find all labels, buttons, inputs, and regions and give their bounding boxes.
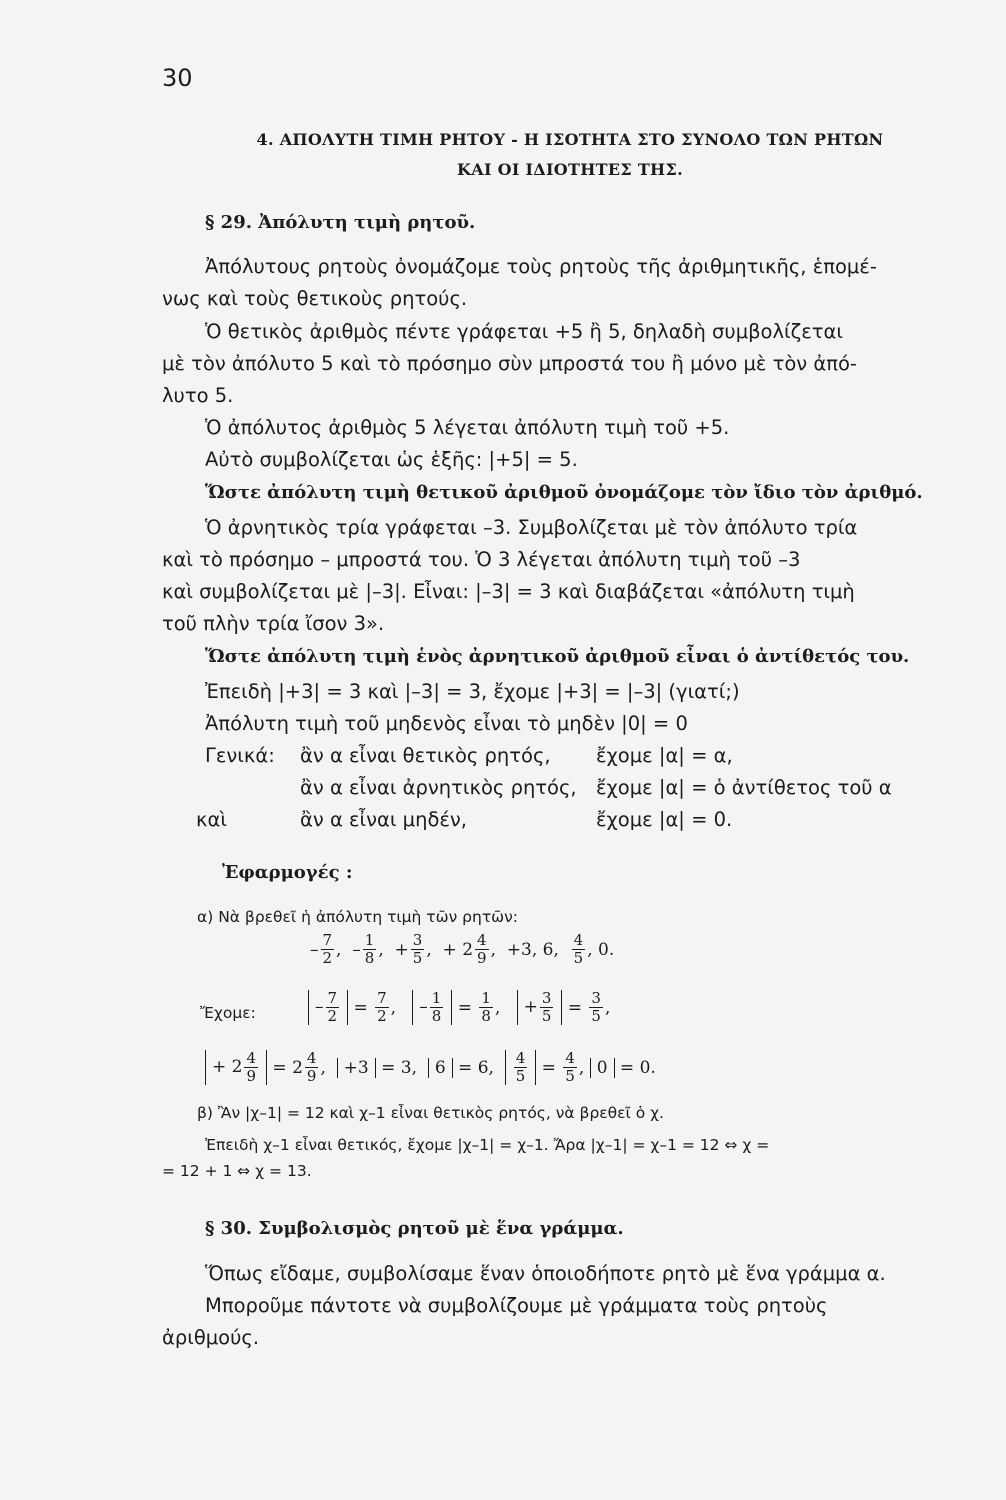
fraction: $\frac{4}{5}$ xyxy=(573,931,584,967)
general-and: καὶ xyxy=(196,808,227,831)
paragraph-line: Ὁ ἀπόλυτος ἀριθμὸς 5 λέγεται ἀπόλυτη τιμὴ τοῦ +5. xyxy=(205,416,730,439)
subsection-29-title: § 29. Ἀπόλυτη τιμὴ ρητοῦ. xyxy=(205,212,476,233)
application-a: α) Νὰ βρεθεῖ ἡ ἀπόλυτη τιμὴ τῶν ρητῶν: xyxy=(197,908,519,926)
general-case: ἂν α εἶναι μηδέν, xyxy=(300,808,468,831)
section-title-line1: 4. ΑΠΟΛΥΤΗ ΤΙΜΗ ΡΗΤΟΥ - Η ΙΣΟΤΗΤΑ ΣΤΟ ΣΥΝΟΛΟ ΤΩΝ ΡΗΤΩΝ xyxy=(256,130,884,149)
section-title-line2: ΚΑΙ ΟΙ ΙΔΙΟΤΗΤΕΣ ΤΗΣ. xyxy=(457,160,683,179)
fraction: $\frac{4}{9}$ xyxy=(477,931,487,967)
general-result: ἔχομε |α| = α, xyxy=(596,744,733,767)
paragraph-line: καὶ συμβολίζεται μὲ |–3|. Εἶναι: |–3| = 3 καὶ διαβάζεται «ἀπόλυτη τιμὴ xyxy=(162,580,855,603)
paragraph-line: λυτο 5. xyxy=(162,384,234,407)
general-label: Γενικά: xyxy=(205,744,275,767)
abs-values-row2: + 2 $\frac{4}{9}$ = 2 $\frac{4}{9}$ , +3 = 3, 6 = 6, $\frac{4}{5}$ = $\frac{4}{5}$ , 0 = 0. xyxy=(205,1050,656,1085)
applications-title: Ἐφαρμογές : xyxy=(222,862,353,883)
paragraph-line: Αὐτὸ συμβολίζεται ὡς ἑξῆς: |+5| = 5. xyxy=(205,448,578,471)
application-b-solution: Ἐπειδὴ χ–1 εἶναι θετικός, ἔχομε |χ–1| = χ–1. Ἄρα |χ–1| = χ–1 = 12 ⇔ χ = xyxy=(205,1136,770,1154)
paragraph-line: ἀριθμούς. xyxy=(162,1326,260,1349)
paragraph-line: τοῦ πλὴν τρία ἴσον 3». xyxy=(162,612,385,635)
abs-values-row1: – $\frac{7}{2}$ = $\frac{7}{2}$ , – $\frac{1}{8}$ = $\frac{1}{8}$ , + $\frac{3}{5}$ = $\frac{3}{5}$ , xyxy=(308,990,610,1025)
paragraph-line: Ἐπειδὴ |+3| = 3 καὶ |–3| = 3, ἔχομε |+3| = |–3| (γιατί;) xyxy=(205,680,740,703)
subsection-30-title: § 30. Συμβολισμὸς ρητοῦ μὲ ἕνα γράμμα. xyxy=(205,1218,624,1239)
rationals-list: – $\frac{7}{2}$ , – $\frac{1}{8}$ , + $\frac{3}{5}$ , + 2 $\frac{4}{9}$ , +3, 6, $\frac{4}{5}$ , 0. xyxy=(310,931,615,967)
fraction: $\frac{1}{8}$ xyxy=(364,931,375,967)
paragraph-line: Ὁ ἀρνητικὸς τρία γράφεται –3. Συμβολίζεται μὲ τὸν ἀπόλυτο τρία xyxy=(205,516,858,539)
general-case: ἂν α εἶναι θετικὸς ρητός, xyxy=(300,744,551,767)
page-number: 30 xyxy=(162,64,193,92)
general-result: ἔχομε |α| = 0. xyxy=(596,808,733,831)
fraction: $\frac{7}{2}$ xyxy=(322,931,333,967)
general-case: ἂν α εἶναι ἀρνητικὸς ρητός, xyxy=(300,776,577,799)
definition-negative: Ὥστε ἀπόλυτη τιμὴ ἑνὸς ἀρνητικοῦ ἀριθμοῦ εἶναι ὁ ἀντίθετός του. xyxy=(205,646,910,667)
application-b: β) Ἂν |χ–1| = 12 καὶ χ–1 εἶναι θετικὸς ρητός, νὰ βρεθεῖ ὁ χ. xyxy=(197,1104,664,1122)
application-b-solution-end: = 12 + 1 ⇔ χ = 13. xyxy=(162,1162,312,1180)
paragraph-line: Ἀπόλυτη τιμὴ τοῦ μηδενὸς εἶναι τὸ μηδὲν |0| = 0 xyxy=(205,712,688,735)
fraction: $\frac{3}{5}$ xyxy=(412,931,423,967)
paragraph-line: μὲ τὸν ἀπόλυτο 5 καὶ τὸ πρόσημο σὺν μπροστά του ἢ μόνο μὲ τὸν ἀπό- xyxy=(162,352,857,375)
paragraph-line: Μποροῦμε πάντοτε νὰ συμβολίζουμε μὲ γράμματα τοὺς ρητοὺς xyxy=(205,1294,828,1317)
paragraph-line: νως καὶ τοὺς θετικοὺς ρητούς. xyxy=(162,287,468,310)
paragraph-line: Ἀπόλυτους ρητοὺς ὀνομάζομε τοὺς ρητοὺς τῆς ἀριθμητικῆς, ἑπομέ- xyxy=(205,255,877,278)
definition-positive: Ὥστε ἀπόλυτη τιμὴ θετικοῦ ἀριθμοῦ ὀνομάζομε τὸν ἴδιο τὸν ἀριθμό. xyxy=(205,482,923,503)
paragraph-line: καὶ τὸ πρόσημο – μπροστά του. Ὁ 3 λέγεται ἀπόλυτη τιμὴ τοῦ –3 xyxy=(162,548,801,571)
paragraph-line: Ὅπως εἴδαμε, συμβολίσαμε ἕναν ὁποιοδήποτε ρητὸ μὲ ἕνα γράμμα α. xyxy=(205,1262,886,1285)
echome-label: Ἔχομε: xyxy=(200,1004,256,1022)
paragraph-line: Ὁ θετικὸς ἀριθμὸς πέντε γράφεται +5 ἢ 5, δηλαδὴ συμβολίζεται xyxy=(205,320,843,343)
general-result: ἔχομε |α| = ὁ ἀντίθετος τοῦ α xyxy=(596,776,892,799)
